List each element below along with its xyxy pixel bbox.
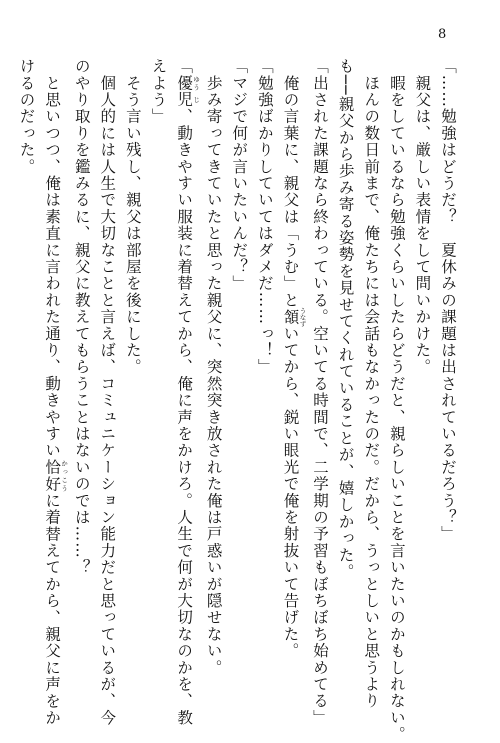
ruby-base: 児	[175, 91, 194, 109]
text-segment: いてから、鋭い眼光で俺を射抜いて告げた。	[281, 325, 300, 660]
text-line: 「出された課題なら終わっている。空いてる時間で、二学期の予習もぼちぼち始めてる」	[311, 58, 330, 726]
ruby-base: 好	[43, 475, 62, 493]
text-line: けるのだった。	[17, 58, 36, 175]
text-segment: 俺の言葉に、親父は「うむ」と	[281, 58, 300, 309]
ruby-reading: こう	[60, 475, 69, 493]
text-line: 「マジで何が言いたいんだ？」	[230, 58, 249, 292]
text-line: 「勉強ばかりしていてはダメだ……っ！」	[255, 58, 274, 376]
ruby-reading: かっ	[60, 458, 69, 476]
text-line: そう言い残し、親父は部屋を後にした。	[123, 58, 142, 376]
ruby-reading: うなず	[298, 307, 307, 327]
text-line	[39, 58, 69, 727]
ruby-annotation	[281, 307, 307, 327]
page-number: 8	[438, 27, 447, 42]
text-line: のやり取りを鑑みるに、親父に教えてもらうことはないのでは……？	[72, 58, 91, 576]
text-line: 歩み寄ってきていたと思った親父に、突然突き放された俺は戸惑いが隠せない。	[204, 58, 223, 676]
text-segment: 「	[175, 58, 194, 75]
ruby-reading: ゆう	[192, 74, 201, 92]
text-segment: と思いつつ、俺は素直に言われた通り、動きやすい	[43, 58, 62, 459]
text-segment: に着替えてから、親父に声をか	[43, 492, 62, 727]
text-line: も──親父から歩み寄る姿勢を見せてくれていることが、嬉しかった。	[336, 58, 355, 581]
ruby-annotation	[43, 475, 69, 493]
text-line: 「……勉強はどうだ？ 夏休みの課題は出されているだろう？」	[439, 58, 457, 543]
text-line	[170, 58, 201, 727]
ruby-base: 頷	[281, 307, 300, 327]
text-line: 暇をしているなら勉強くらいしたらどうだと、親らしいことを言いたいのかもしれない。	[387, 58, 406, 743]
ruby-annotation	[43, 458, 69, 476]
text-segment: 、動きやすい服装に着替えてから、俺に声をかけろ。人生で何が大切なのかを、教	[175, 108, 194, 727]
text-line: えよう」	[149, 58, 168, 125]
ruby-base: 恰	[43, 458, 62, 476]
ruby-base: 優	[175, 74, 194, 92]
ruby-reading: じ	[192, 91, 201, 109]
text-line: ほんの数日前まで、俺たちには会話もなかったのだ。だから、うっとしいと思うより	[362, 58, 381, 710]
text-line: 親父は、厳しい表情をして問いかけた。	[413, 58, 432, 376]
ruby-annotation	[175, 91, 201, 109]
text-line	[277, 58, 307, 668]
ruby-annotation	[175, 74, 201, 92]
vertical-text-body	[13, 58, 460, 743]
text-line: 個人的には人生で大切なことと言えば、コミュニケーション能力だと思っているが、今	[98, 58, 117, 726]
